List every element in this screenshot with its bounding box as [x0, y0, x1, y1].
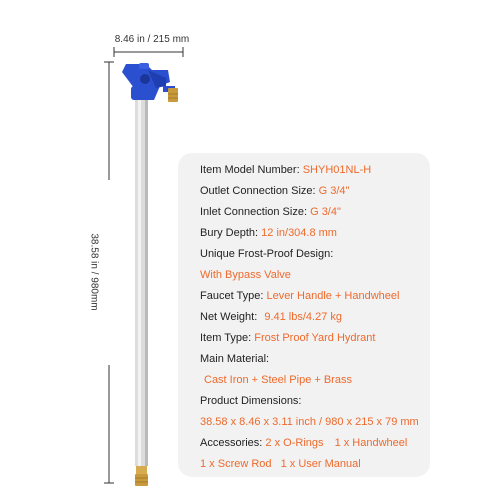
spec-value: 2 x O-Rings — [265, 437, 324, 449]
spec-value: G 3/4" — [310, 206, 341, 218]
spec-value: G 3/4" — [318, 185, 350, 197]
width-dimension-line — [114, 47, 183, 57]
spec-value: 12 in/304.8 mm — [261, 227, 337, 239]
spec-row-design-label — [200, 244, 430, 265]
spec-row-inlet — [200, 202, 430, 223]
width-dimension-label: 8.46 in / 215 mm — [114, 34, 190, 45]
spec-label: Main Material: — [200, 353, 270, 365]
spec-row-product-dim-value — [200, 412, 430, 433]
spec-label: Product Dimensions: — [200, 395, 302, 407]
spec-label: Faucet Type: — [200, 290, 264, 302]
spec-row-design-value — [200, 265, 430, 286]
spec-row-outlet — [200, 181, 430, 202]
spec-value: 9.41 lbs/4.27 kg — [264, 311, 343, 323]
spec-row-material-value — [200, 370, 430, 391]
hydrant-pipe — [135, 96, 148, 466]
spec-label: Outlet Connection Size: — [200, 185, 316, 197]
spec-label: Net Weight: — [200, 311, 258, 323]
spec-value: Lever Handle + Handwheel — [266, 290, 400, 302]
spec-label: Inlet Connection Size: — [200, 206, 308, 218]
spec-label: Item Type: — [200, 332, 252, 344]
spec-value: 1 x Handwheel — [334, 437, 408, 449]
brass-inlet — [135, 466, 148, 486]
spec-row-accessories-cont — [200, 454, 430, 475]
height-dimension-label: 38.58 in / 980mm — [88, 233, 100, 311]
spec-value: Cast Iron + Steel Pipe + Brass — [204, 374, 352, 386]
spec-row-bury-depth — [200, 223, 430, 244]
spec-row-type — [200, 328, 430, 349]
spec-row-weight — [200, 307, 430, 328]
spec-row-model — [200, 160, 430, 181]
spec-value: Frost Proof Yard Hydrant — [254, 332, 376, 344]
spec-label: Bury Depth: — [200, 227, 259, 239]
spec-label: Accessories: — [200, 437, 263, 449]
spec-value: SHYH01NL-H — [302, 164, 372, 176]
hydrant-head — [122, 63, 170, 100]
spec-row-material-label — [200, 349, 430, 370]
spec-label: Item Model Number: — [200, 164, 300, 176]
spec-row-product-dim-label — [200, 391, 430, 412]
spec-label: Unique Frost-Proof Design: — [200, 248, 334, 260]
spec-value: With Bypass Valve — [200, 269, 291, 281]
spec-row-faucet — [200, 286, 430, 307]
height-dimension-line — [104, 62, 114, 483]
brass-spout-outlet — [163, 86, 178, 102]
spec-list — [200, 160, 430, 475]
spec-value: 1 x Screw Rod — [200, 458, 272, 470]
spec-value: 1 x User Manual — [280, 458, 361, 470]
spec-row-accessories — [200, 433, 430, 454]
spec-value: 38.58 x 8.46 x 3.11 inch / 980 x 215 x 79 mm — [200, 416, 419, 428]
